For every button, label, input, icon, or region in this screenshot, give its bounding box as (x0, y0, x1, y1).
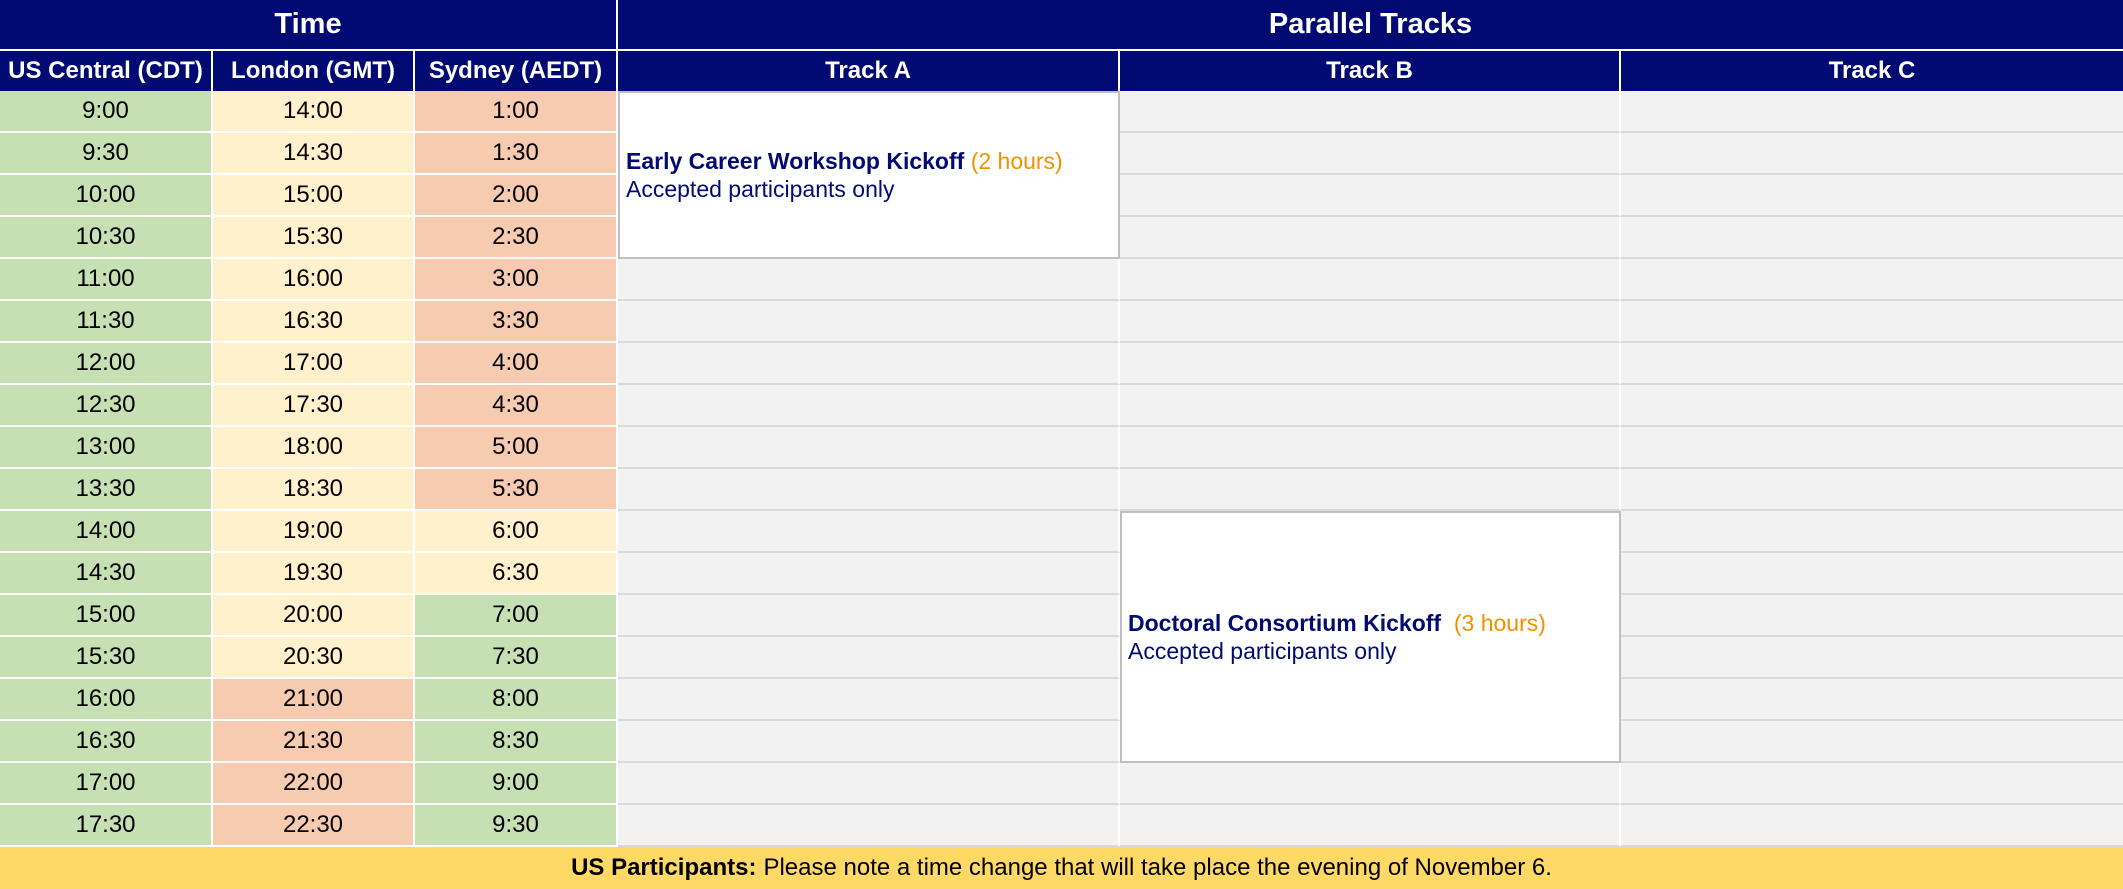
london-time-cell: 17:00 (213, 343, 415, 385)
track-b-slot[interactable] (1120, 175, 1621, 217)
sydney-time-cell: 5:30 (415, 469, 618, 511)
sydney-time-cell: 1:00 (415, 91, 618, 133)
track-b-slot[interactable] (1120, 301, 1621, 343)
london-time-cell: 14:00 (213, 91, 415, 133)
london-time-cell: 16:30 (213, 301, 415, 343)
notice-text: Please note a time change that will take place the evening of November 6. (763, 854, 1552, 881)
sydney-time-cell: 3:30 (415, 301, 618, 343)
london-time-cell: 18:30 (213, 469, 415, 511)
sydney-time-cell: 9:00 (415, 763, 618, 805)
us-central-time-cell: 11:00 (0, 259, 213, 301)
us-central-time-cell: 9:00 (0, 91, 213, 133)
london-time-cell: 19:00 (213, 511, 415, 553)
column-header-sydney: Sydney (AEDT) (415, 49, 618, 91)
column-header-london: London (GMT) (213, 49, 415, 91)
sydney-time-cell: 8:30 (415, 721, 618, 763)
track-c-slot[interactable] (1621, 763, 2123, 805)
us-central-time-cell: 13:00 (0, 427, 213, 469)
london-time-cell: 19:30 (213, 553, 415, 595)
track-c-slot[interactable] (1621, 721, 2123, 763)
track-c-slot[interactable] (1621, 133, 2123, 175)
track-c-slot[interactable] (1621, 805, 2123, 847)
london-time-cell: 18:00 (213, 427, 415, 469)
track-c-slot[interactable] (1621, 91, 2123, 133)
track-a-slot[interactable] (618, 721, 1120, 763)
sydney-time-cell: 5:00 (415, 427, 618, 469)
time-group-header: Time (0, 0, 618, 49)
sydney-time-cell: 2:30 (415, 217, 618, 259)
session-block[interactable] (1120, 511, 1621, 763)
london-time-cell: 17:30 (213, 385, 415, 427)
track-b-slot[interactable] (1120, 259, 1621, 301)
us-central-time-cell: 9:30 (0, 133, 213, 175)
session-title-line (1128, 610, 1619, 637)
track-b-slot[interactable] (1120, 217, 1621, 259)
track-c-slot[interactable] (1621, 553, 2123, 595)
us-central-time-cell: 16:00 (0, 679, 213, 721)
us-central-time-cell: 15:30 (0, 637, 213, 679)
track-a-slot[interactable] (618, 427, 1120, 469)
sydney-time-cell: 3:00 (415, 259, 618, 301)
track-b-slot[interactable] (1120, 385, 1621, 427)
track-a-slot[interactable] (618, 343, 1120, 385)
sydney-time-cell: 6:00 (415, 511, 618, 553)
track-a-slot[interactable] (618, 553, 1120, 595)
session-note: Accepted participants only (1128, 637, 1397, 664)
london-time-cell: 15:30 (213, 217, 415, 259)
session-title: Early Career Workshop Kickoff (626, 147, 965, 174)
us-central-time-cell: 17:00 (0, 763, 213, 805)
column-header-track-a: Track A (618, 49, 1120, 91)
track-a-slot[interactable] (618, 805, 1120, 847)
session-block[interactable] (618, 91, 1120, 259)
column-header-us-central: US Central (CDT) (0, 49, 213, 91)
london-time-cell: 15:00 (213, 175, 415, 217)
track-a-slot[interactable] (618, 595, 1120, 637)
us-central-time-cell: 13:30 (0, 469, 213, 511)
session-note: Accepted participants only (626, 175, 895, 202)
sydney-time-cell: 2:00 (415, 175, 618, 217)
column-header-track-c: Track C (1621, 49, 2123, 91)
time-change-notice (0, 847, 2123, 889)
track-a-slot[interactable] (618, 259, 1120, 301)
track-a-slot[interactable] (618, 301, 1120, 343)
london-time-cell: 21:30 (213, 721, 415, 763)
track-c-slot[interactable] (1621, 175, 2123, 217)
track-a-slot[interactable] (618, 511, 1120, 553)
track-a-slot[interactable] (618, 385, 1120, 427)
track-a-slot[interactable] (618, 679, 1120, 721)
session-title: Doctoral Consortium Kickoff (1128, 609, 1442, 636)
track-c-slot[interactable] (1621, 679, 2123, 721)
sydney-time-cell: 4:00 (415, 343, 618, 385)
track-b-slot[interactable] (1120, 427, 1621, 469)
london-time-cell: 20:00 (213, 595, 415, 637)
us-central-time-cell: 11:30 (0, 301, 213, 343)
us-central-time-cell: 10:30 (0, 217, 213, 259)
sydney-time-cell: 8:00 (415, 679, 618, 721)
track-a-slot[interactable] (618, 637, 1120, 679)
track-c-slot[interactable] (1621, 511, 2123, 553)
us-central-time-cell: 15:00 (0, 595, 213, 637)
us-central-time-cell: 10:00 (0, 175, 213, 217)
session-title-line (626, 148, 1118, 175)
track-b-slot[interactable] (1120, 763, 1621, 805)
track-c-slot[interactable] (1621, 469, 2123, 511)
sydney-time-cell: 1:30 (415, 133, 618, 175)
track-b-slot[interactable] (1120, 805, 1621, 847)
session-duration: (2 hours) (970, 147, 1063, 174)
london-time-cell: 14:30 (213, 133, 415, 175)
us-central-time-cell: 16:30 (0, 721, 213, 763)
track-c-slot[interactable] (1621, 217, 2123, 259)
track-c-slot[interactable] (1621, 343, 2123, 385)
session-duration: (3 hours) (1453, 609, 1546, 636)
track-a-slot[interactable] (618, 763, 1120, 805)
us-central-time-cell: 12:00 (0, 343, 213, 385)
us-central-time-cell: 12:30 (0, 385, 213, 427)
track-c-slot[interactable] (1621, 385, 2123, 427)
sydney-time-cell: 7:30 (415, 637, 618, 679)
us-central-time-cell: 17:30 (0, 805, 213, 847)
column-header-track-b: Track B (1120, 49, 1621, 91)
london-time-cell: 16:00 (213, 259, 415, 301)
track-b-slot[interactable] (1120, 469, 1621, 511)
us-central-time-cell: 14:00 (0, 511, 213, 553)
sydney-time-cell: 9:30 (415, 805, 618, 847)
us-central-time-cell: 14:30 (0, 553, 213, 595)
track-b-slot[interactable] (1120, 133, 1621, 175)
sydney-time-cell: 6:30 (415, 553, 618, 595)
track-c-slot[interactable] (1621, 301, 2123, 343)
sydney-time-cell: 4:30 (415, 385, 618, 427)
notice-label: US Participants: (571, 854, 757, 881)
track-c-slot[interactable] (1621, 427, 2123, 469)
track-b-slot[interactable] (1120, 91, 1621, 133)
track-c-slot[interactable] (1621, 259, 2123, 301)
track-c-slot[interactable] (1621, 637, 2123, 679)
sydney-time-cell: 7:00 (415, 595, 618, 637)
london-time-cell: 22:00 (213, 763, 415, 805)
london-time-cell: 20:30 (213, 637, 415, 679)
track-a-slot[interactable] (618, 469, 1120, 511)
tracks-group-header: Parallel Tracks (618, 0, 2123, 49)
track-b-slot[interactable] (1120, 343, 1621, 385)
london-time-cell: 21:00 (213, 679, 415, 721)
track-c-slot[interactable] (1621, 595, 2123, 637)
london-time-cell: 22:30 (213, 805, 415, 847)
